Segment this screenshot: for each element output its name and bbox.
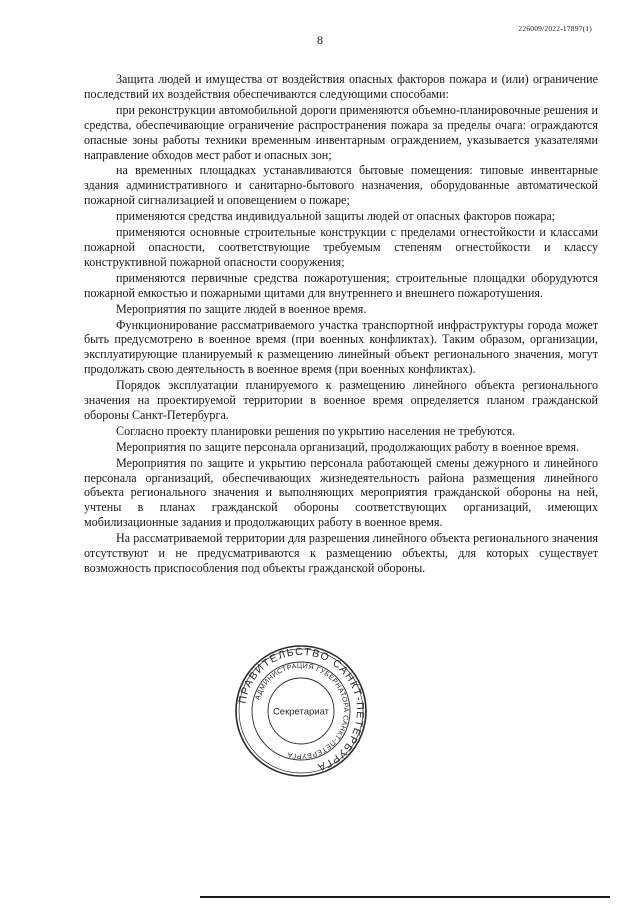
paragraph: Мероприятия по защите персонала организаций, продолжающих работу в военное время. bbox=[116, 439, 580, 454]
official-seal bbox=[233, 643, 369, 779]
document-body bbox=[84, 72, 598, 577]
paragraph: на временных площадках устанавливаются бытовые помещения: типовые инвентарные здания административного и санитарно-бытового назначения, оборудованные автоматической пожарной сигнализацией и оповещением о пожаре; bbox=[84, 163, 598, 208]
paragraph: Функционирование рассматриваемого участка транспортной инфраструктуры города может быть предусмотрено в военное время (при военных конфликтах). Таким образом, организации, эксплуатирующие планируемый к размещению линейный объект регионального значения, могут продолжать свою деятельность в военное время (при военных конфликтах). bbox=[84, 317, 598, 377]
paragraph: применяются средства индивидуальной защиты людей от опасных факторов пожара; bbox=[116, 209, 556, 224]
seal-outer-text: ПРАВИТЕЛЬСТВО САНКТ-ПЕТЕРБУРГА bbox=[236, 645, 367, 774]
seal-graphic bbox=[233, 643, 369, 779]
page-bottom-rule bbox=[200, 896, 610, 898]
paragraph: Мероприятия по защите и укрытию персонала работающей смены дежурного и линейного персонала организаций, обеспечивающих жизнедеятельность района размещения линейного объекта регионального значения и выполняющих мероприятия гражданской обороны на ней, учтены в планах гражданской обороны соответствующих организаций, имеющих мобилизационные задания и продолжающих работу в военное время. bbox=[84, 455, 598, 530]
paragraph: применяются основные строительные конструкции с пределами огнестойкости и классами пожарной опасности, соответствующие требуемым степеням огнестойкости и классу конструктивной пожарной опасности сооружения; bbox=[84, 225, 598, 269]
document-registration-number: 226009/2022-17897(1) bbox=[518, 24, 592, 33]
paragraph: Согласно проекту планировки решения по укрытию населения не требуются. bbox=[116, 423, 516, 438]
seal-inner-text: АДМИНИСТРАЦИЯ ГУБЕРНАТОРА САНКТ-ПЕТЕРБУРГА bbox=[254, 662, 350, 760]
paragraph: Порядок эксплуатации планируемого к размещению линейного объекта регионального значения на проектируемой территории в военное время определяется планом гражданской обороны Санкт-Петербурга. bbox=[84, 378, 598, 422]
paragraph: На рассматриваемой территории для разрешения линейного объекта регионального значения отсутствуют и не предусматриваются к размещению объекты, для которых существует возможность приспособления под объекты гражданской обороны. bbox=[84, 531, 598, 575]
page-number: 8 bbox=[317, 33, 323, 47]
paragraph: Защита людей и имущества от воздействия опасных факторов пожара и (или) ограничение последствий их воздействия обеспечиваются следующими способами: bbox=[84, 72, 598, 101]
paragraph: при реконструкции автомобильной дороги применяются объемно-планировочные решения и средства, обеспечивающие ограничение распространения пожара за пределы очага: ограждаются опасные зоны работы техники временным инвентарным ограждением, указывается указателями направление обходов мест работ и опасных зон; bbox=[84, 102, 598, 162]
paragraph: применяются первичные средства пожаротушения; строительные площадки оборудуются пожарной емкостью и пожарными щитами для внутреннего и внешнего пожаротушения. bbox=[84, 270, 598, 300]
paragraph: Мероприятия по защите людей в военное время. bbox=[116, 301, 367, 316]
seal-center-text: Секретариат bbox=[272, 706, 330, 718]
